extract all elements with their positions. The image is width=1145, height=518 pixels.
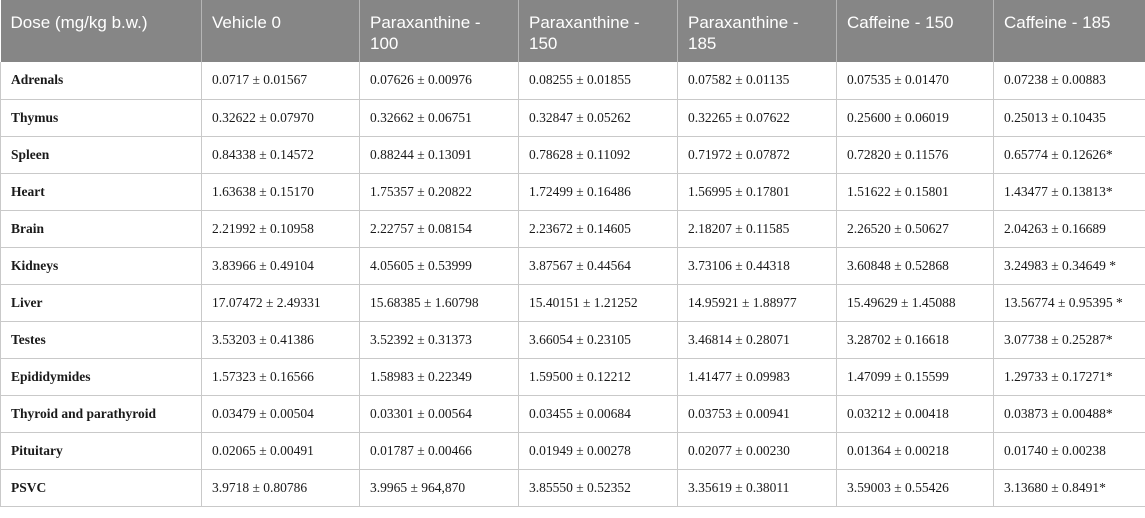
value-cell: 0.03212 ± 0.00418 <box>837 395 994 432</box>
table-body <box>1 62 1145 506</box>
value-cell: 0.03301 ± 0.00564 <box>360 395 519 432</box>
row-label-cell: Thymus <box>1 99 202 136</box>
table-row <box>1 247 1145 284</box>
row-label-cell: Testes <box>1 321 202 358</box>
value-cell: 3.87567 ± 0.44564 <box>519 247 678 284</box>
table-row <box>1 136 1145 173</box>
table-row <box>1 395 1145 432</box>
header-paraxanthine-150: Paraxanthine - 150 <box>519 0 678 62</box>
value-cell: 0.84338 ± 0.14572 <box>202 136 360 173</box>
value-cell: 2.04263 ± 0.16689 <box>994 210 1145 247</box>
value-cell: 0.01364 ± 0.00218 <box>837 432 994 469</box>
value-cell: 0.88244 ± 0.13091 <box>360 136 519 173</box>
value-cell: 0.32622 ± 0.07970 <box>202 99 360 136</box>
value-cell: 0.03753 ± 0.00941 <box>678 395 837 432</box>
value-cell: 3.28702 ± 0.16618 <box>837 321 994 358</box>
value-cell: 0.01787 ± 0.00466 <box>360 432 519 469</box>
value-cell: 3.24983 ± 0.34649 * <box>994 247 1145 284</box>
value-cell: 3.60848 ± 0.52868 <box>837 247 994 284</box>
row-label-cell: Thyroid and parathyroid <box>1 395 202 432</box>
value-cell: 0.02077 ± 0.00230 <box>678 432 837 469</box>
row-label-cell: Adrenals <box>1 62 202 99</box>
value-cell: 0.32847 ± 0.05262 <box>519 99 678 136</box>
value-cell: 3.13680 ± 0.8491* <box>994 469 1145 506</box>
value-cell: 1.58983 ± 0.22349 <box>360 358 519 395</box>
value-cell: 2.26520 ± 0.50627 <box>837 210 994 247</box>
header-dose: Dose (mg/kg b.w.) <box>1 0 202 62</box>
value-cell: 2.18207 ± 0.11585 <box>678 210 837 247</box>
value-cell: 0.07626 ± 0.00976 <box>360 62 519 99</box>
row-label-cell: Heart <box>1 173 202 210</box>
value-cell: 0.65774 ± 0.12626* <box>994 136 1145 173</box>
value-cell: 1.51622 ± 0.15801 <box>837 173 994 210</box>
value-cell: 1.47099 ± 0.15599 <box>837 358 994 395</box>
value-cell: 1.57323 ± 0.16566 <box>202 358 360 395</box>
value-cell: 3.83966 ± 0.49104 <box>202 247 360 284</box>
value-cell: 0.71972 ± 0.07872 <box>678 136 837 173</box>
value-cell: 0.07238 ± 0.00883 <box>994 62 1145 99</box>
value-cell: 0.01740 ± 0.00238 <box>994 432 1145 469</box>
value-cell: 0.25600 ± 0.06019 <box>837 99 994 136</box>
header-vehicle: Vehicle 0 <box>202 0 360 62</box>
row-label-cell: Liver <box>1 284 202 321</box>
value-cell: 3.52392 ± 0.31373 <box>360 321 519 358</box>
value-cell: 0.07535 ± 0.01470 <box>837 62 994 99</box>
table-header <box>1 0 1145 62</box>
value-cell: 2.21992 ± 0.10958 <box>202 210 360 247</box>
value-cell: 15.40151 ± 1.21252 <box>519 284 678 321</box>
value-cell: 0.78628 ± 0.11092 <box>519 136 678 173</box>
table-row <box>1 99 1145 136</box>
value-cell: 1.72499 ± 0.16486 <box>519 173 678 210</box>
value-cell: 0.02065 ± 0.00491 <box>202 432 360 469</box>
value-cell: 3.53203 ± 0.41386 <box>202 321 360 358</box>
value-cell: 0.32265 ± 0.07622 <box>678 99 837 136</box>
value-cell: 14.95921 ± 1.88977 <box>678 284 837 321</box>
table-row <box>1 358 1145 395</box>
header-paraxanthine-100: Paraxanthine - 100 <box>360 0 519 62</box>
value-cell: 1.29733 ± 0.17271* <box>994 358 1145 395</box>
row-label-cell: Brain <box>1 210 202 247</box>
header-paraxanthine-185: Paraxanthine - 185 <box>678 0 837 62</box>
value-cell: 0.01949 ± 0.00278 <box>519 432 678 469</box>
value-cell: 2.22757 ± 0.08154 <box>360 210 519 247</box>
header-caffeine-150: Caffeine - 150 <box>837 0 994 62</box>
row-label-cell: Pituitary <box>1 432 202 469</box>
value-cell: 3.46814 ± 0.28071 <box>678 321 837 358</box>
value-cell: 3.85550 ± 0.52352 <box>519 469 678 506</box>
table-row <box>1 62 1145 99</box>
value-cell: 15.68385 ± 1.60798 <box>360 284 519 321</box>
value-cell: 1.63638 ± 0.15170 <box>202 173 360 210</box>
value-cell: 2.23672 ± 0.14605 <box>519 210 678 247</box>
header-caffeine-185: Caffeine - 185 <box>994 0 1145 62</box>
value-cell: 3.9718 ± 0.80786 <box>202 469 360 506</box>
value-cell: 0.07582 ± 0.01135 <box>678 62 837 99</box>
value-cell: 0.03479 ± 0.00504 <box>202 395 360 432</box>
value-cell: 15.49629 ± 1.45088 <box>837 284 994 321</box>
row-label-cell: Spleen <box>1 136 202 173</box>
table-row <box>1 432 1145 469</box>
row-label-cell: PSVC <box>1 469 202 506</box>
value-cell: 4.05605 ± 0.53999 <box>360 247 519 284</box>
value-cell: 0.72820 ± 0.11576 <box>837 136 994 173</box>
table-row <box>1 469 1145 506</box>
table-row <box>1 173 1145 210</box>
row-label-cell: Epididymides <box>1 358 202 395</box>
value-cell: 0.03873 ± 0.00488* <box>994 395 1145 432</box>
table-row <box>1 210 1145 247</box>
value-cell: 1.41477 ± 0.09983 <box>678 358 837 395</box>
value-cell: 13.56774 ± 0.95395 * <box>994 284 1145 321</box>
value-cell: 1.59500 ± 0.12212 <box>519 358 678 395</box>
value-cell: 1.75357 ± 0.20822 <box>360 173 519 210</box>
header-row <box>1 0 1145 62</box>
value-cell: 3.07738 ± 0.25287* <box>994 321 1145 358</box>
value-cell: 17.07472 ± 2.49331 <box>202 284 360 321</box>
value-cell: 0.32662 ± 0.06751 <box>360 99 519 136</box>
value-cell: 0.25013 ± 0.10435 <box>994 99 1145 136</box>
row-label-cell: Kidneys <box>1 247 202 284</box>
value-cell: 1.56995 ± 0.17801 <box>678 173 837 210</box>
value-cell: 3.59003 ± 0.55426 <box>837 469 994 506</box>
value-cell: 0.03455 ± 0.00684 <box>519 395 678 432</box>
table-row <box>1 321 1145 358</box>
value-cell: 3.66054 ± 0.23105 <box>519 321 678 358</box>
table-row <box>1 284 1145 321</box>
value-cell: 3.9965 ± 964,870 <box>360 469 519 506</box>
value-cell: 1.43477 ± 0.13813* <box>994 173 1145 210</box>
value-cell: 3.35619 ± 0.38011 <box>678 469 837 506</box>
value-cell: 0.0717 ± 0.01567 <box>202 62 360 99</box>
value-cell: 0.08255 ± 0.01855 <box>519 62 678 99</box>
value-cell: 3.73106 ± 0.44318 <box>678 247 837 284</box>
